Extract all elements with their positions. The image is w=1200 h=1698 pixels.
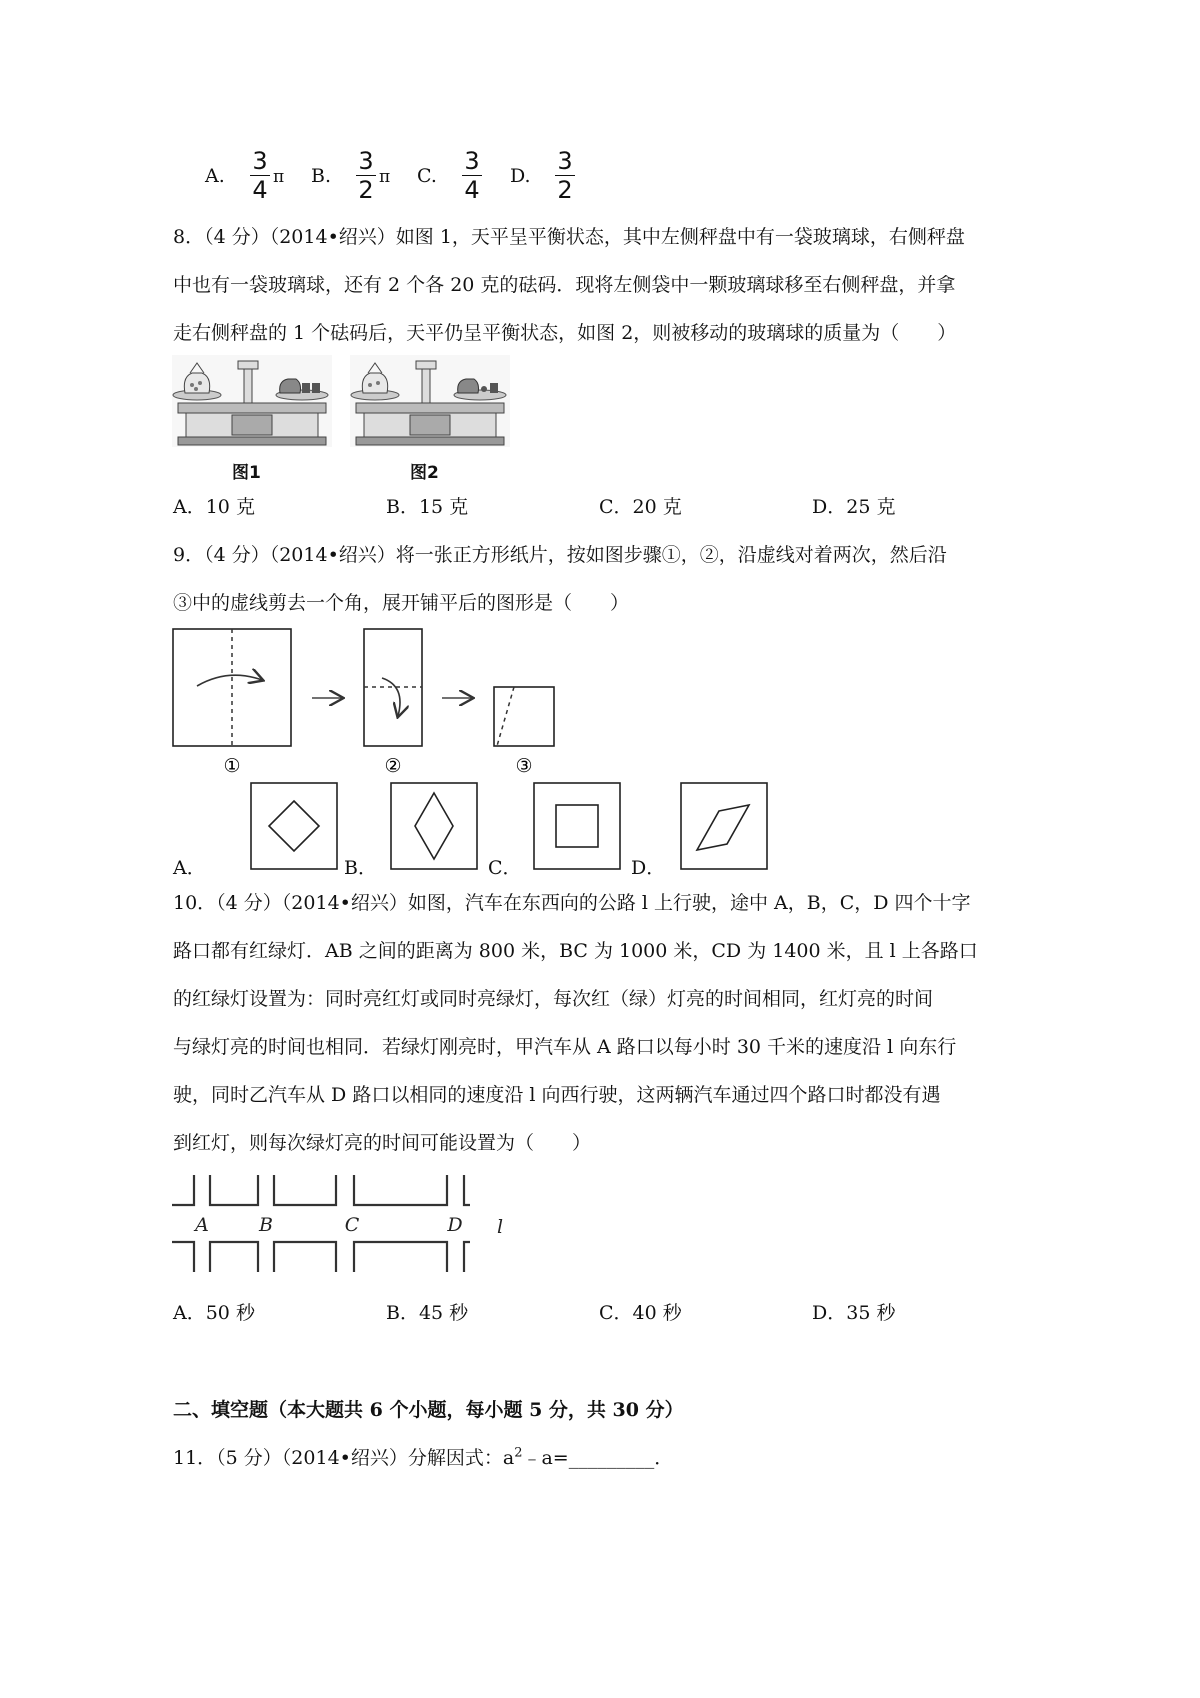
q8-option-a: A．10 克 [173,496,255,518]
q10-text-line-5: 驶，同时乙汽车从 D 路口以相同的速度沿 l 向西行驶，这两辆汽车通过四个路口时都没有遇 [173,1084,941,1106]
step-label-3: ③ [515,755,533,777]
q9-text-line-2: ③中的虚线剪去一个角，展开铺平后的图形是（ ） [173,592,630,614]
q9-option-a-label: A． [173,857,206,879]
step-label-1: ① [223,755,241,777]
road-label-b: B [259,1214,273,1236]
q7-option-c-fraction [462,148,482,203]
q7-option-b-den: 2 [358,176,374,204]
q8-option-c: C．20 克 [599,496,682,518]
fig1-caption: 图1 [232,463,261,483]
q10-option-a: A．50 秒 [173,1302,255,1324]
road-diagram [170,1172,510,1277]
q8-text-line-3: 走右侧秤盘的 1 个砝码后，天平仍呈平衡状态，如图 2，则被移动的玻璃球的质量为（ ） [173,322,957,344]
q10-option-c: C．40 秒 [599,1302,682,1324]
question-11 [173,1443,673,1470]
balance-scale-figure-2 [350,355,510,447]
road-label-a: A [195,1214,209,1236]
q10-text-line-1: 10．（4 分）（2014•绍兴）如图，汽车在东西向的公路 l 上行驶，途中 A，B，C，D 四个十字 [173,892,971,914]
q11-exponent: 2 [514,1445,523,1461]
q9-option-c-label: C． [488,857,522,879]
q7-option-b-num: 3 [358,147,374,175]
q7-option-c-label: C. [417,165,437,187]
q9-option-c-figure [533,782,621,870]
q8-text-line-1: 8．（4 分）（2014•绍兴）如图 1，天平呈平衡状态，其中左侧秤盘中有一袋玻璃球，右侧秤盘 [173,226,965,248]
q9-text-line-1: 9．（4 分）（2014•绍兴）将一张正方形纸片，按如图步骤①，②，沿虚线对着两次，然后沿 [173,544,947,566]
q10-text-line-6: 到红灯，则每次绿灯亮的时间可能设置为（ ） [173,1132,592,1154]
q7-option-d-label: D. [510,165,531,187]
q7-option-a-label: A. [205,165,225,187]
q9-option-b-label: B． [344,857,377,879]
q7-option-a-den: 4 [252,176,268,204]
section-2-heading: 二、填空题（本大题共 6 个小题，每小题 5 分，共 30 分） [173,1399,684,1421]
q11-rest: ﹣a=_________． [522,1447,674,1469]
q9-option-a-figure [250,782,338,870]
q7-option-a-suffix: π [273,167,285,187]
q8-text-line-2: 中也有一袋玻璃球，还有 2 个各 20 克的砝码．现将左侧袋中一颗玻璃球移至右侧秤盘，并拿 [173,274,956,296]
q7-option-c-num: 3 [464,147,480,175]
q7-option-d-den: 2 [557,176,573,204]
q7-option-d-fraction [555,148,575,203]
q7-option-a-fraction [250,148,270,203]
road-label-d: D [447,1214,463,1236]
q7-option-a-num: 3 [252,147,268,175]
q7-option-b-label: B. [311,165,332,187]
road-label-l: l [496,1216,504,1238]
q10-text-line-4: 与绿灯亮的时间也相同．若绿灯刚亮时，甲汽车从 A 路口以每小时 30 千米的速度沿 l 向东行 [173,1036,957,1058]
folding-steps-figure [160,620,580,780]
q9-option-d-figure [680,782,768,870]
q7-option-b-fraction [356,148,376,203]
q10-option-b: B．45 秒 [386,1302,469,1324]
q11-prefix: 11．（5 分）（2014•绍兴）分解因式：a [173,1447,515,1469]
q8-option-b: B．15 克 [386,496,469,518]
q10-text-line-2: 路口都有红绿灯．AB 之间的距离为 800 米，BC 为 1000 米，CD 为 1400 米，且 l 上各路口 [173,940,978,962]
q8-option-d: D．25 克 [812,496,896,518]
q9-option-d-label: D． [631,857,666,879]
fig2-caption: 图2 [410,463,439,483]
step-label-2: ② [384,755,402,777]
q10-text-line-3: 的红绿灯设置为：同时亮红灯或同时亮绿灯，每次红（绿）灯亮的时间相同，红灯亮的时间 [173,988,934,1010]
q9-option-b-figure [390,782,478,870]
road-label-c: C [344,1214,360,1236]
q7-option-d-num: 3 [557,147,573,175]
q10-option-d: D．35 秒 [812,1302,896,1324]
q7-option-c-den: 4 [464,176,480,204]
balance-scale-figure-1 [172,355,332,447]
q7-option-b-suffix: π [379,167,391,187]
